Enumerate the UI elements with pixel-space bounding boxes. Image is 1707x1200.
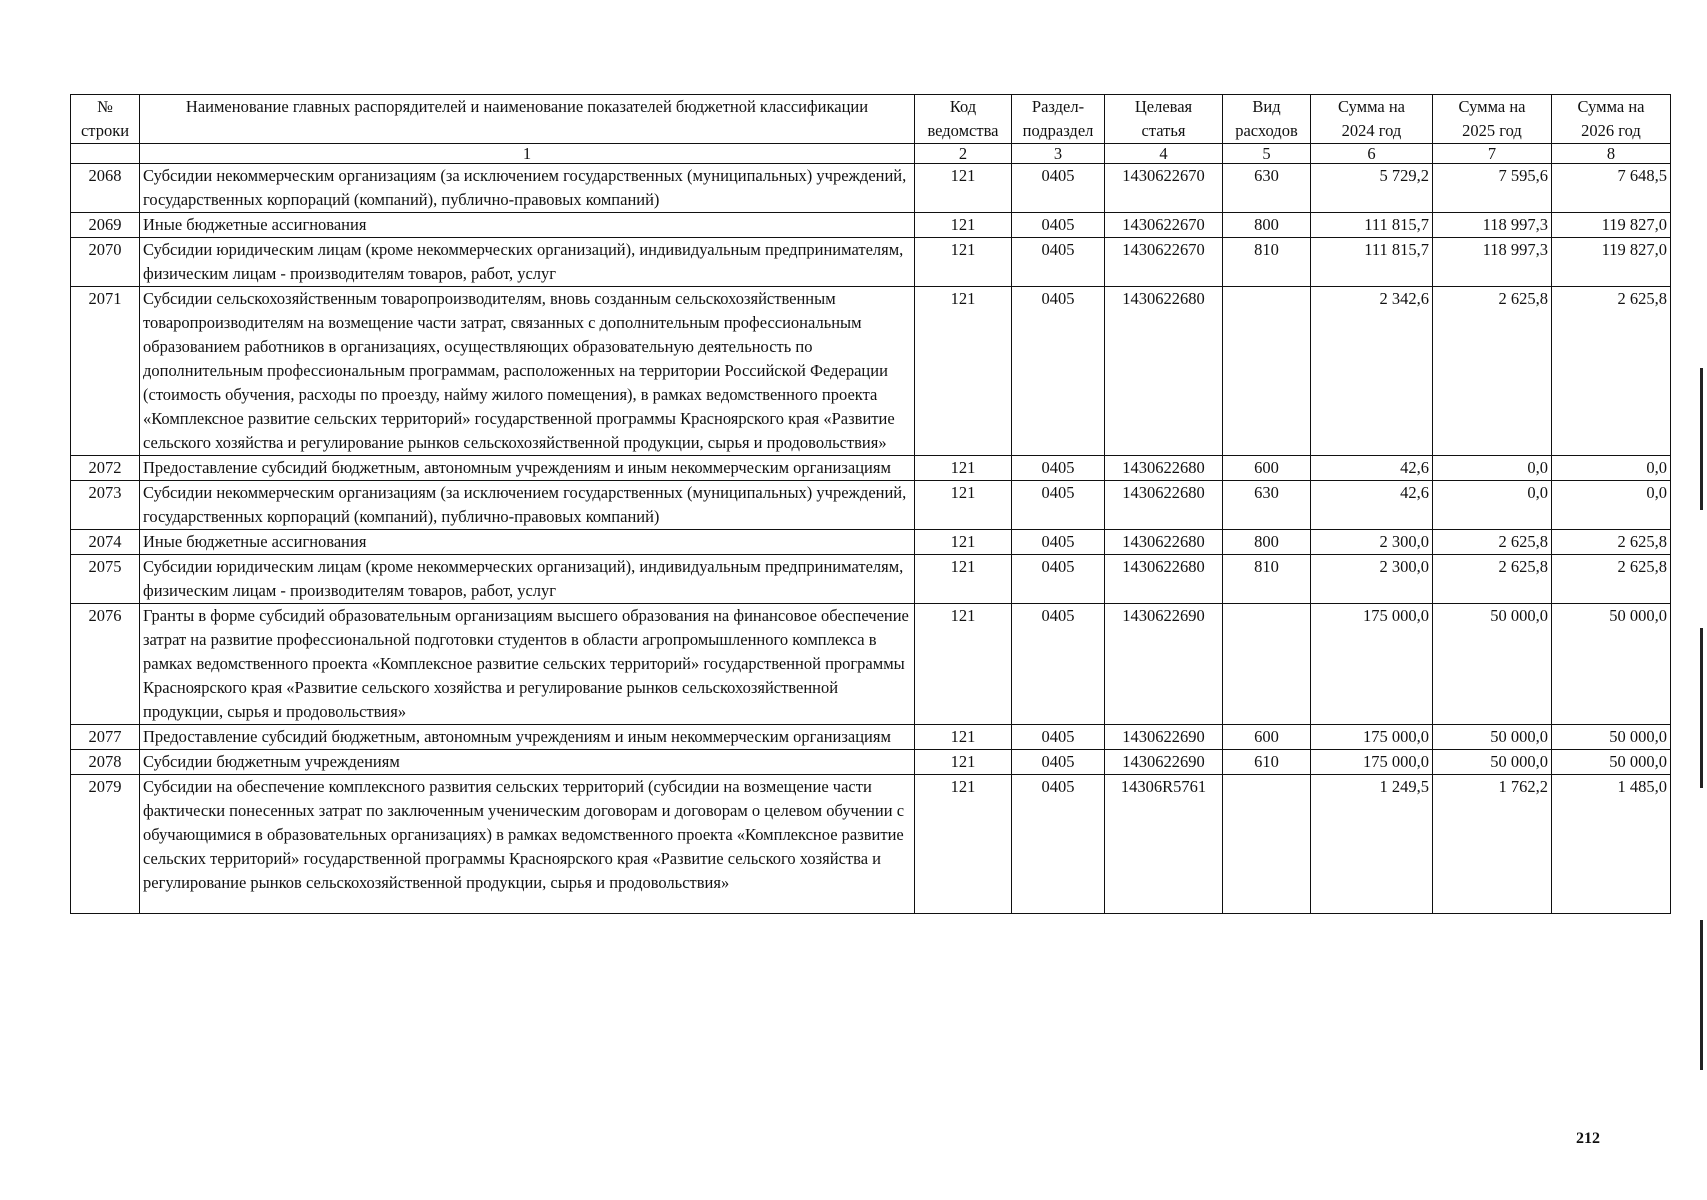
row-sum-2026: 0,0 [1552, 481, 1671, 530]
row-sum-2025: 7 595,6 [1433, 164, 1552, 213]
row-target: 1430622670 [1105, 164, 1223, 213]
row-sum-2025: 2 625,8 [1433, 287, 1552, 456]
row-name: Предоставление субсидий бюджетным, автономным учреждениям и иным некоммерческим организациям [140, 456, 915, 481]
row-sum-2026: 0,0 [1552, 456, 1671, 481]
header-sum-2025: Сумма на 2025 год [1433, 95, 1552, 144]
row-section: 0405 [1012, 164, 1105, 213]
row-sum-2024: 2 342,6 [1311, 287, 1433, 456]
row-name: Субсидии некоммерческим организациям (за исключением государственных (муниципальных) учреждений, государственных корпораций (компаний), публично-правовых компаний) [140, 481, 915, 530]
row-sum-2024: 5 729,2 [1311, 164, 1433, 213]
row-sum-2025: 0,0 [1433, 481, 1552, 530]
table-body [71, 164, 1671, 914]
row-name: Субсидии юридическим лицам (кроме некоммерческих организаций), индивидуальным предпринимателям, физическим лицам - производителям товаров, работ, услуг [140, 238, 915, 287]
header-dept-code: Код ведомства [915, 95, 1012, 144]
row-sum-2024: 111 815,7 [1311, 238, 1433, 287]
row-target: 1430622670 [1105, 213, 1223, 238]
row-number: 2076 [71, 604, 140, 725]
row-name: Субсидии сельскохозяйственным товаропроизводителям, вновь созданным сельскохозяйственным товаропроизводителям на возмещение части затрат, связанных с дополнительным профессиональным образованием работников в организациях, осуществляющих образовательную деятельность по дополнительным профессиональным программам, расположенных на территории Российской Федерации (стоимость обучения, расходы по проезду, найму жилого помещения), в рамках ведомственного проекта «Комплексное развитие сельских территорий» государственной программы Красноярского края «Развитие сельского хозяйства и регулирование рынков сельскохозяйственной продукции, сырья и продовольствия» [140, 287, 915, 456]
row-sum-2025: 118 997,3 [1433, 238, 1552, 287]
row-number: 2068 [71, 164, 140, 213]
row-sum-2024: 175 000,0 [1311, 725, 1433, 750]
table-row [71, 750, 1671, 775]
row-sum-2025: 118 997,3 [1433, 213, 1552, 238]
row-target: 1430622690 [1105, 750, 1223, 775]
row-target: 1430622680 [1105, 530, 1223, 555]
row-number: 2069 [71, 213, 140, 238]
row-section: 0405 [1012, 238, 1105, 287]
row-sum-2025: 1 762,2 [1433, 775, 1552, 914]
row-dept-code: 121 [915, 775, 1012, 914]
row-dept-code: 121 [915, 164, 1012, 213]
row-target: 1430622670 [1105, 238, 1223, 287]
header-row-number: № строки [71, 95, 140, 144]
row-number: 2073 [71, 481, 140, 530]
row-kind: 610 [1223, 750, 1311, 775]
column-number: 5 [1223, 144, 1311, 164]
row-dept-code: 121 [915, 555, 1012, 604]
column-number-blank [71, 144, 140, 164]
row-sum-2025: 50 000,0 [1433, 750, 1552, 775]
row-number: 2071 [71, 287, 140, 456]
table-row [71, 456, 1671, 481]
header-sum-2024: Сумма на 2024 год [1311, 95, 1433, 144]
row-number: 2075 [71, 555, 140, 604]
row-dept-code: 121 [915, 481, 1012, 530]
row-number: 2079 [71, 775, 140, 914]
table-header-row [71, 95, 1671, 144]
scan-margin-line [1700, 368, 1703, 510]
row-kind [1223, 775, 1311, 914]
page-number: 212 [1576, 1130, 1600, 1147]
row-name: Субсидии бюджетным учреждениям [140, 750, 915, 775]
row-section: 0405 [1012, 456, 1105, 481]
row-dept-code: 121 [915, 213, 1012, 238]
row-sum-2026: 7 648,5 [1552, 164, 1671, 213]
row-sum-2026: 50 000,0 [1552, 604, 1671, 725]
row-sum-2024: 42,6 [1311, 481, 1433, 530]
header-sum-2026: Сумма на 2026 год [1552, 95, 1671, 144]
scan-margin-line [1700, 920, 1703, 1070]
row-dept-code: 121 [915, 530, 1012, 555]
row-section: 0405 [1012, 750, 1105, 775]
row-target: 1430622690 [1105, 604, 1223, 725]
row-sum-2025: 50 000,0 [1433, 604, 1552, 725]
scan-margin-line [1700, 628, 1703, 788]
table-row [71, 775, 1671, 914]
row-sum-2026: 1 485,0 [1552, 775, 1671, 914]
row-sum-2025: 50 000,0 [1433, 725, 1552, 750]
table-row [71, 213, 1671, 238]
row-target: 1430622680 [1105, 287, 1223, 456]
table-row [71, 604, 1671, 725]
column-number-row [71, 144, 1671, 164]
row-name: Иные бюджетные ассигнования [140, 530, 915, 555]
row-name: Гранты в форме субсидий образовательным организациям высшего образования на финансовое обеспечение затрат на развитие профессиональной подготовки студентов в области агропромышленного комплекса в рамках ведомственного проекта «Комплексное развитие сельских территорий» государственной программы Красноярского края «Развитие сельского хозяйства и регулирование рынков сельскохозяйственной продукции, сырья и продовольствия» [140, 604, 915, 725]
table-row [71, 481, 1671, 530]
row-section: 0405 [1012, 287, 1105, 456]
budget-table [70, 94, 1671, 914]
row-sum-2026: 50 000,0 [1552, 750, 1671, 775]
row-target: 1430622680 [1105, 555, 1223, 604]
budget-table-container [70, 94, 1670, 914]
row-name: Предоставление субсидий бюджетным, автономным учреждениям и иным некоммерческим организациям [140, 725, 915, 750]
row-section: 0405 [1012, 530, 1105, 555]
column-number: 3 [1012, 144, 1105, 164]
row-number: 2077 [71, 725, 140, 750]
row-sum-2024: 175 000,0 [1311, 604, 1433, 725]
column-number: 6 [1311, 144, 1433, 164]
row-section: 0405 [1012, 213, 1105, 238]
row-section: 0405 [1012, 604, 1105, 725]
row-sum-2026: 2 625,8 [1552, 530, 1671, 555]
row-sum-2026: 2 625,8 [1552, 287, 1671, 456]
row-sum-2024: 2 300,0 [1311, 555, 1433, 604]
row-kind [1223, 287, 1311, 456]
row-dept-code: 121 [915, 750, 1012, 775]
row-kind [1223, 604, 1311, 725]
row-number: 2074 [71, 530, 140, 555]
row-sum-2024: 175 000,0 [1311, 750, 1433, 775]
row-kind: 810 [1223, 555, 1311, 604]
row-sum-2025: 0,0 [1433, 456, 1552, 481]
row-name: Субсидии на обеспечение комплексного развития сельских территорий (субсидии на возмещение части фактически понесенных затрат по заключенным ученическим договорам и договорам о целевом обучении с обучающимися в образовательных организациях) в рамках ведомственного проекта «Комплексное развитие сельских территорий» государственной программы Красноярского края «Развитие сельского хозяйства и регулирование рынков сельскохозяйственной продукции, сырья и продовольствия» [140, 775, 915, 914]
row-target: 1430622690 [1105, 725, 1223, 750]
row-name: Субсидии юридическим лицам (кроме некоммерческих организаций), индивидуальным предпринимателям, физическим лицам - производителям товаров, работ, услуг [140, 555, 915, 604]
table-row [71, 164, 1671, 213]
table-row [71, 287, 1671, 456]
column-number: 2 [915, 144, 1012, 164]
row-name: Субсидии некоммерческим организациям (за исключением государственных (муниципальных) учреждений, государственных корпораций (компаний), публично-правовых компаний) [140, 164, 915, 213]
row-number: 2070 [71, 238, 140, 287]
row-dept-code: 121 [915, 604, 1012, 725]
header-kind: Вид расходов [1223, 95, 1311, 144]
row-kind: 800 [1223, 213, 1311, 238]
row-sum-2024: 1 249,5 [1311, 775, 1433, 914]
column-number: 4 [1105, 144, 1223, 164]
row-number: 2078 [71, 750, 140, 775]
row-sum-2025: 2 625,8 [1433, 555, 1552, 604]
table-row [71, 530, 1671, 555]
column-number: 8 [1552, 144, 1671, 164]
header-target: Целевая статья [1105, 95, 1223, 144]
column-number: 7 [1433, 144, 1552, 164]
row-sum-2024: 2 300,0 [1311, 530, 1433, 555]
row-target: 1430622680 [1105, 481, 1223, 530]
row-sum-2026: 119 827,0 [1552, 238, 1671, 287]
row-kind: 810 [1223, 238, 1311, 287]
row-dept-code: 121 [915, 287, 1012, 456]
row-sum-2024: 111 815,7 [1311, 213, 1433, 238]
row-section: 0405 [1012, 725, 1105, 750]
row-kind: 600 [1223, 725, 1311, 750]
row-name: Иные бюджетные ассигнования [140, 213, 915, 238]
row-section: 0405 [1012, 775, 1105, 914]
row-kind: 800 [1223, 530, 1311, 555]
row-kind: 600 [1223, 456, 1311, 481]
row-sum-2026: 50 000,0 [1552, 725, 1671, 750]
row-kind: 630 [1223, 481, 1311, 530]
table-row [71, 725, 1671, 750]
header-name: Наименование главных распорядителей и наименование показателей бюджетной классификации [140, 95, 915, 144]
row-target: 1430622680 [1105, 456, 1223, 481]
row-sum-2024: 42,6 [1311, 456, 1433, 481]
row-dept-code: 121 [915, 725, 1012, 750]
row-sum-2026: 119 827,0 [1552, 213, 1671, 238]
row-target: 14306R5761 [1105, 775, 1223, 914]
row-sum-2026: 2 625,8 [1552, 555, 1671, 604]
row-dept-code: 121 [915, 456, 1012, 481]
table-row [71, 238, 1671, 287]
column-number: 1 [140, 144, 915, 164]
row-sum-2025: 2 625,8 [1433, 530, 1552, 555]
row-section: 0405 [1012, 555, 1105, 604]
header-section: Раздел- подраздел [1012, 95, 1105, 144]
row-section: 0405 [1012, 481, 1105, 530]
row-kind: 630 [1223, 164, 1311, 213]
table-row [71, 555, 1671, 604]
row-dept-code: 121 [915, 238, 1012, 287]
row-number: 2072 [71, 456, 140, 481]
